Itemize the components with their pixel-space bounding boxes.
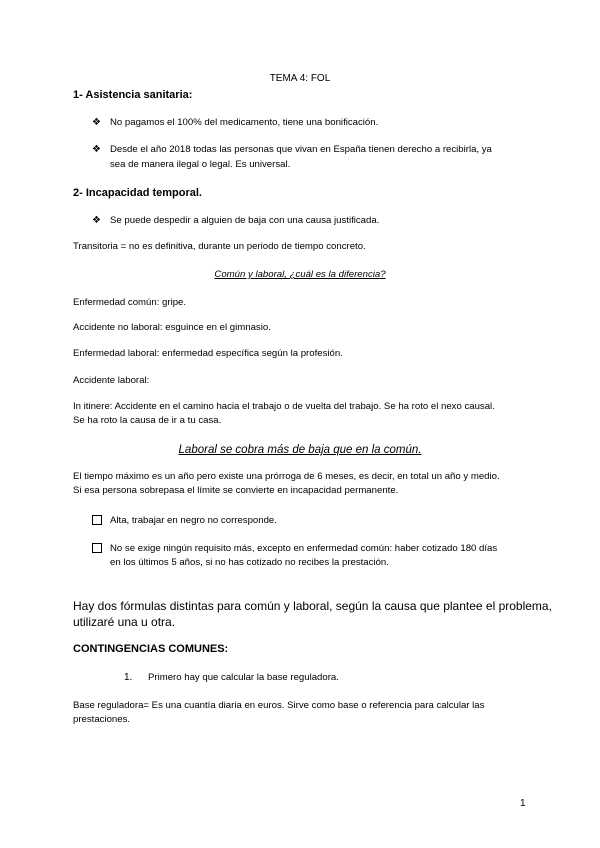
paragraph-formulas-continued: utilizaré una u otra. <box>73 615 176 629</box>
checklist-item: Alta, trabajar en negro no corresponde. <box>110 515 277 526</box>
checklist-item: No se exige ningún requisito más, excepto en enfermedad común: haber cotizado 180 días <box>110 543 498 554</box>
diamond-bullet-icon: ❖ <box>92 215 101 226</box>
checkbox-icon <box>92 543 102 553</box>
diamond-bullet-icon: ❖ <box>92 144 101 155</box>
bullet-text: Se puede despedir a alguien de baja con una causa justificada. <box>110 215 380 226</box>
section-heading-incapacidad: 2- Incapacidad temporal. <box>73 187 202 199</box>
bullet-text-continued: sea de manera ilegal o legal. Es universal. <box>110 159 291 170</box>
bullet-text: No pagamos el 100% del medicamento, tiene una bonificación. <box>110 117 379 128</box>
paragraph-in-itinere-continued: Se ha roto la causa de ir a tu casa. <box>73 415 222 426</box>
paragraph-formulas: Hay dos fórmulas distintas para común y laboral, según la causa que plantee el problema, <box>73 599 552 613</box>
section-heading-asistencia: 1- Asistencia sanitaria: <box>73 89 193 101</box>
paragraph-accidente-laboral: Accidente laboral: <box>73 375 150 386</box>
subheading-laboral-cobra: Laboral se cobra más de baja que en la común. <box>178 444 422 456</box>
paragraph-in-itinere: In itinere: Accidente en el camino hacia el trabajo o de vuelta del trabajo. Se ha roto el nexo causal. <box>73 401 495 412</box>
paragraph-base-reguladora: Base reguladora= Es una cuantía diaria en euros. Sirve como base o referencia para calcular las <box>73 700 485 711</box>
section-heading-contingencias: CONTINGENCIAS COMUNES: <box>73 643 229 655</box>
bullet-text: Desde el año 2018 todas las personas que vivan en España tienen derecho a recibirla, ya <box>110 144 492 155</box>
paragraph-accidente-no-laboral: Accidente no laboral: esguince en el gimnasio. <box>73 322 271 333</box>
numbered-item-text: Primero hay que calcular la base reguladora. <box>148 672 339 683</box>
numbered-item-number: 1. <box>124 672 133 683</box>
subheading-question: Común y laboral, ¿cuál es la diferencia? <box>214 269 386 280</box>
paragraph-enfermedad-comun: Enfermedad común: gripe. <box>73 297 187 308</box>
paragraph-tiempo-maximo: El tiempo máximo es un año pero existe una prórroga de 6 meses, es decir, en total un año y medio. <box>73 471 500 482</box>
page-number: 1 <box>520 798 526 809</box>
paragraph-transitoria: Transitoria = no es definitiva, durante un periodo de tiempo concreto. <box>73 241 366 252</box>
document-title: TEMA 4: FOL <box>269 73 331 84</box>
paragraph-base-reguladora-continued: prestaciones. <box>73 714 131 725</box>
paragraph-enfermedad-laboral: Enfermedad laboral: enfermedad específica según la profesión. <box>73 348 343 359</box>
checklist-item-continued: en los últimos 5 años, si no has cotizado no recibes la prestación. <box>110 557 389 568</box>
paragraph-tiempo-maximo-continued: Si esa persona sobrepasa el límite se convierte en incapacidad permanente. <box>73 485 399 496</box>
checkbox-icon <box>92 515 102 525</box>
diamond-bullet-icon: ❖ <box>92 117 101 128</box>
